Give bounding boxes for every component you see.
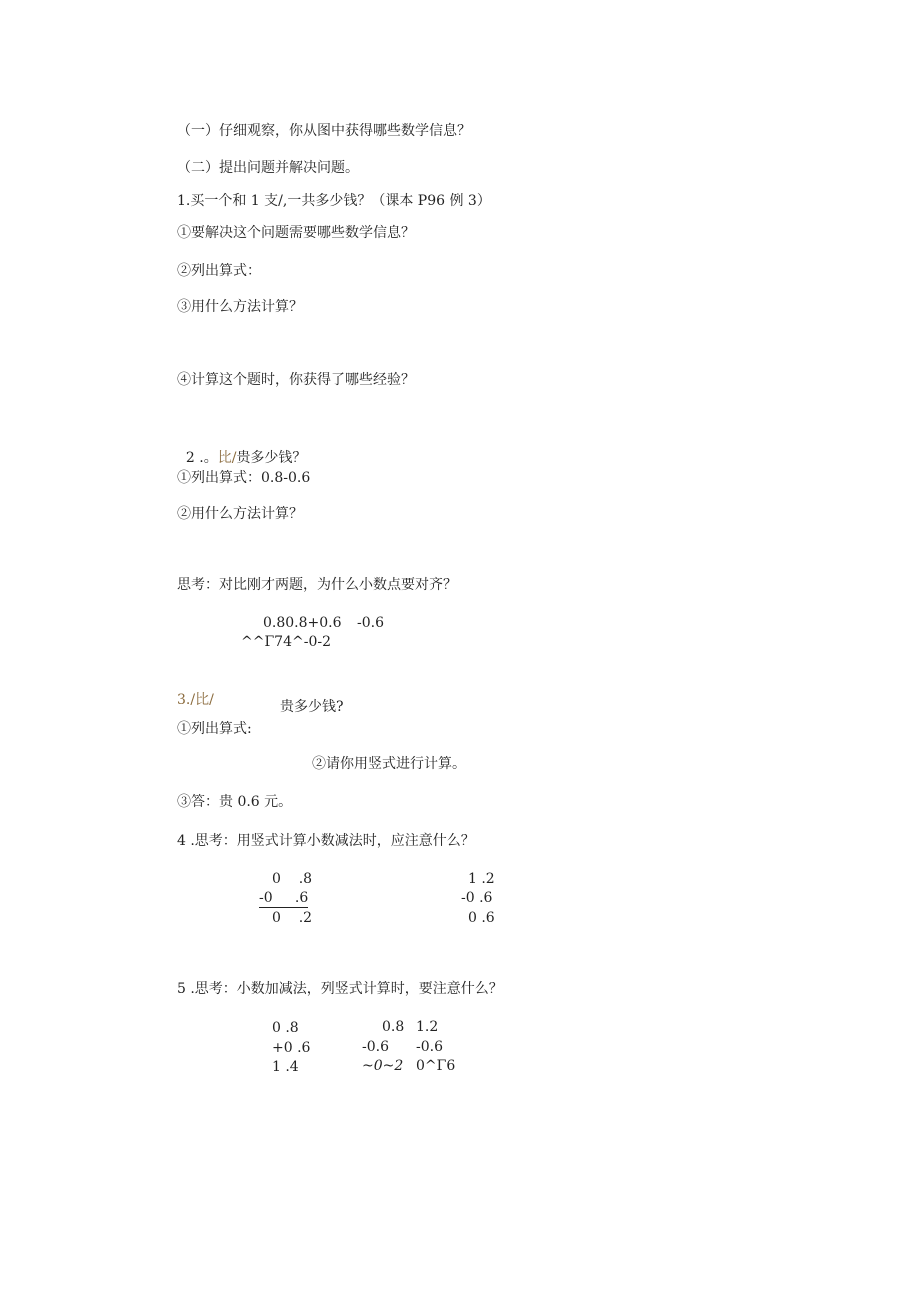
- q3-rest: 贵多少钱?: [280, 699, 344, 715]
- q2-num: 2 .。: [185, 450, 218, 466]
- q2-think: 思考：对比刚才两题，为什么小数点要对齐？: [177, 577, 457, 593]
- q5-col1-line1: 0 .8: [272, 1020, 299, 1036]
- q2-title: [177, 437, 306, 465]
- q5-col1-line3: 1 .4: [272, 1059, 299, 1075]
- q3-step1: ①列出算式:: [177, 721, 252, 737]
- q4-left-line2: -0 .6: [259, 890, 309, 906]
- q5-col3-line1: 1.2: [416, 1019, 439, 1035]
- q4-right-line1: 1 .2: [468, 871, 495, 887]
- q4-title: 4 .思考：用竖式计算小数减法时，应注意什么？: [177, 833, 475, 849]
- q1-step2: ②列出算式：: [177, 263, 261, 279]
- q2-calc-line2: ^^Γ74^-0-2: [241, 634, 331, 650]
- q3-step3: ③答：贵 0.6 元。: [177, 794, 293, 810]
- q4-left-line3: 0 .2: [272, 910, 313, 926]
- q5-col2-line2: -0.6: [362, 1039, 389, 1055]
- q5-col2-line1: 0.8: [382, 1019, 405, 1035]
- q2-calc-line1b: -0.6: [357, 615, 384, 631]
- q3-num: 3./比/: [177, 692, 214, 708]
- q2-rest: 贵多少钱？: [236, 450, 307, 466]
- section-observe: （一）仔细观察，你从图中获得哪些数学信息？: [177, 123, 471, 139]
- q2-bi: 比/: [217, 450, 237, 466]
- q4-right-line2: -0 .6: [461, 890, 493, 906]
- q4-left-line1: 0 .8: [272, 871, 313, 887]
- q2-step2: ②用什么方法计算？: [177, 506, 303, 522]
- q5-col1-line2: +0 .6: [272, 1040, 311, 1056]
- q5-col3-line3: 0^Γ6: [416, 1058, 456, 1074]
- q5-col2-line3: ~0~2: [362, 1058, 404, 1074]
- q1-step1: ①要解决这个问题需要哪些数学信息？: [177, 225, 415, 241]
- section-pose: （二）提出问题并解决问题。: [177, 160, 359, 176]
- q5-col3-line2: -0.6: [416, 1039, 443, 1055]
- q1-step4: ④计算这个题时，你获得了哪些经验？: [177, 372, 415, 388]
- q2-calc-line1a: 0.80.8+0.6: [263, 615, 342, 631]
- q2-step1: ①列出算式：0.8-0.6: [177, 470, 311, 486]
- q1-step3: ③用什么方法计算？: [177, 299, 303, 315]
- q3-step2: ②请你用竖式进行计算。: [312, 756, 466, 772]
- q4-right-line3: 0 .6: [468, 910, 495, 926]
- q1-title: 1.买一个和 1 支/,一共多少钱？（课本 P96 例 3）: [177, 193, 491, 209]
- q5-title: 5 .思考：小数加减法，列竖式计算时，要注意什么？: [177, 981, 503, 997]
